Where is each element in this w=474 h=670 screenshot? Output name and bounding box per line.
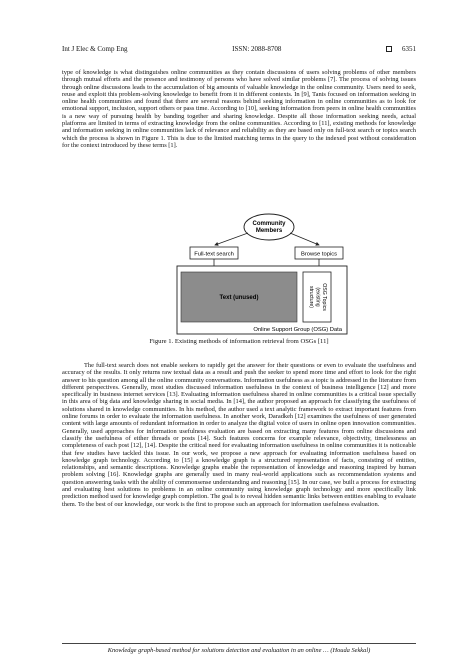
body-paragraph-2: The full-text search does not enable seekers to rapidly get the answer for their questions or even to evaluate the usefulness and accuracy of the results. It only returns raw textual data as a result and push the seeker to spend more time and effort to look for the right answer to his question among all the online community conversations. Information usefulness as a topic is addressed in the literature from different perspectives. Generally, most studies discussed information usefulness in the context of business intelligence [12] and more specifically in business internet services [13]. Evaluating information usefulness shared in online communities is a critical issue specially in this area of big data and knowledge sharing in social media. In [14], the author proposed an approach for classifying the usefulness of solutions shared in knowledge communities. In his method, the author used a text analytic framework to extract important features from online forums in order to evaluate the information usefulness. In another work, Daradkeh [12] examines the usefulness of user generated content with large amounts of redundant information in order to analyze the digital voice of users in online open innovation communities. Generally, used approaches for information usefulness evaluation are based on extracting many features from online discussions and classify the usefulness of either threads or posts [14]. Such features concerns for example relevance, objectivity, timelessness an completeness of each post [12], [14]. Despite the critical need for evaluating information usefulness in online communities it is noticeable that few studies have tackled this issue. In our work, we propose a new approach for evaluating information usefulness based on knowledge graph technology. According to [15] a knowledge graph is a structured representation of facts, consisting of entities, relationships, and semantic descriptions. Knowledge graphs enable the representation of knowledge and reasoning inspired by human problem solving [16]. Knowledge graphs are generally used in many real-world applications such as recommendation systems and question answering tasks with the ability of commonsense understanding and reasoning [15]. In our case, we built a process for extracting and evaluating best solutions to problems in an online community using knowledge graph technology and more specifically link prediction method used for knowledge graph completion. The goal is to reveal hidden semantic links between entities enabling to evaluate them. To the best of our knowledge, our work is the first to propose such an approach for information usefulness evaluation. xyxy=(62,362,416,508)
journal-name: Int J Elec & Comp Eng xyxy=(62,45,128,53)
full-text-search-label: Full-text search xyxy=(194,251,234,258)
square-icon xyxy=(386,46,392,52)
text-unused-label: Text (unused) xyxy=(219,295,259,301)
page-header xyxy=(62,43,416,55)
browse-topics-label: Browse topics xyxy=(300,251,338,258)
figure-1-diagram xyxy=(175,212,353,336)
osg-topics-label-1: OSG Topics xyxy=(321,283,327,311)
figure-caption: Figure 1. Existing methods of information retrieval from OSGs [11] xyxy=(149,338,329,345)
community-members-label-1: Community xyxy=(252,221,286,227)
community-members-label-2: Members xyxy=(255,228,283,234)
issn: ISSN: 2088-8708 xyxy=(232,45,282,53)
osg-topics-label-2: (existing xyxy=(314,287,321,307)
community-members-node xyxy=(244,214,294,240)
header-right xyxy=(386,45,416,53)
osg-data-label: Online Support Group (OSG) Data xyxy=(253,327,342,333)
page-number: 6351 xyxy=(401,45,416,53)
page-footer: Knowledge graph-based method for solutions detection and evaluation in an online … (Houda Sekkal) xyxy=(107,647,371,654)
osg-topics-label-3: structure) xyxy=(308,286,314,308)
body-paragraph-1: type of knowledge is what distinguishes online communities as they contain discussions of users solving problems of other members through mutual efforts and the presence and testimony of persons who have solved similar problems [7]. The process of solving issues through online discussions leads to the accumulation of big amounts of valuable knowledge in the online community. Users need to seek, reuse and exploit this problem-solving knowledge to benefit from it in different contexts. In [9], Tanis focused on information seeking in online health communities and found that there are several reasons behind seeking information in online communities as to look for emotional support, inclusion, support others or pass time. According to [10], seeking information from peers in online health communities is a new way of pursuing health by banding together and sharing knowledge. Despite all those information seeking needs, actual platforms are limited in terms of extracting knowledge from the online communities. According to [11], existing methods for knowledge and information seeking in online communities lack of relevance and reliability as they are based only on full-text search or topics search which the process is shown in Figure 1. This is due to the limited matching terms in the query to the indexed post without consideration for the context introduced by these terms [1]. xyxy=(62,69,416,149)
footer-divider xyxy=(62,643,416,644)
